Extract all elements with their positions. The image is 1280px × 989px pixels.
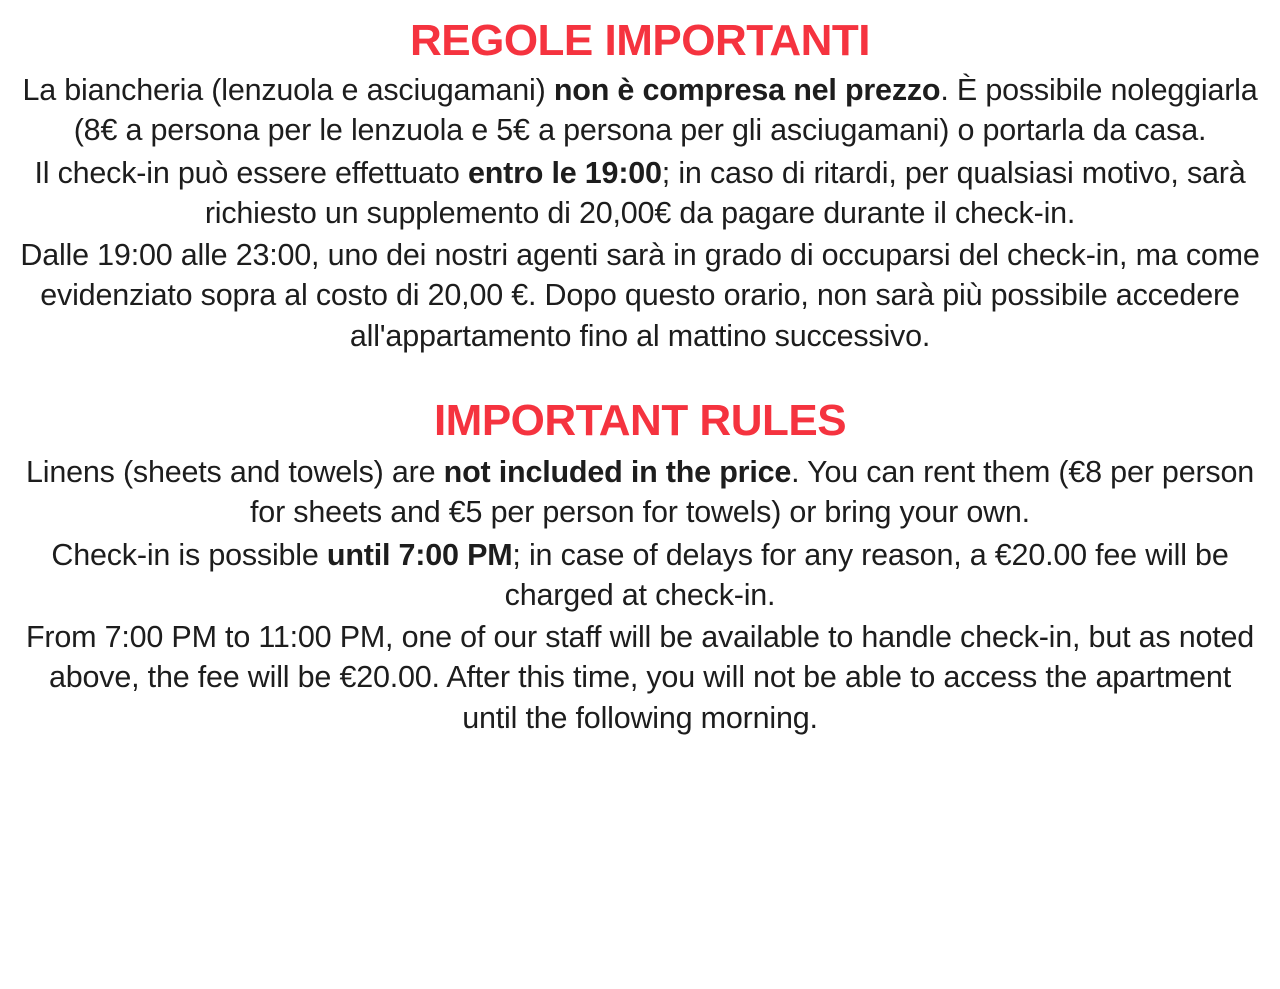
paragraph-english-linens: Linens (sheets and towels) are not included in the price. You can rent them (€8 per person for sheets and €5 per person for towels) or bring your own.	[26, 455, 1254, 530]
paragraph-italian-linens: La biancheria (lenzuola e asciugamani) non è compresa nel prezzo. È possibile noleggiarla (8€ a persona per le lenzuola e 5€ a persona per gli asciugamani) o portarla da casa.	[22, 73, 1258, 148]
section-italian	[20, 16, 1260, 356]
section-english	[24, 395, 1256, 738]
paragraph-english-late-checkin: From 7:00 PM to 11:00 PM, one of our staff will be available to handle check-in, but as noted above, the fee will be €20.00. After this time, you will not be able to access the apartment until the following morning.	[25, 620, 1255, 735]
paragraph-english-checkin-time: Check-in is possible until 7:00 PM; in case of delays for any reason, a €20.00 fee will be charged at check-in.	[51, 537, 1229, 612]
paragraph-italian-checkin-time: Il check-in può essere effettuato entro le 19:00; in caso di ritardi, per qualsiasi motivo, sarà richiesto un supplemento di 20,00€ da pagare durante il check-in.	[34, 155, 1246, 230]
page-title-italian: REGOLE IMPORTANTI	[409, 16, 870, 65]
paragraph-italian-late-checkin: Dalle 19:00 alle 23:00, uno dei nostri agenti sarà in grado di occuparsi del check-in, ma come evidenziato sopra al costo di 20,00 €. Dopo questo orario, non sarà più possibile accedere all'appartamento fino al mattino successivo.	[20, 238, 1260, 353]
page-title-english: IMPORTANT RULES	[433, 395, 847, 445]
